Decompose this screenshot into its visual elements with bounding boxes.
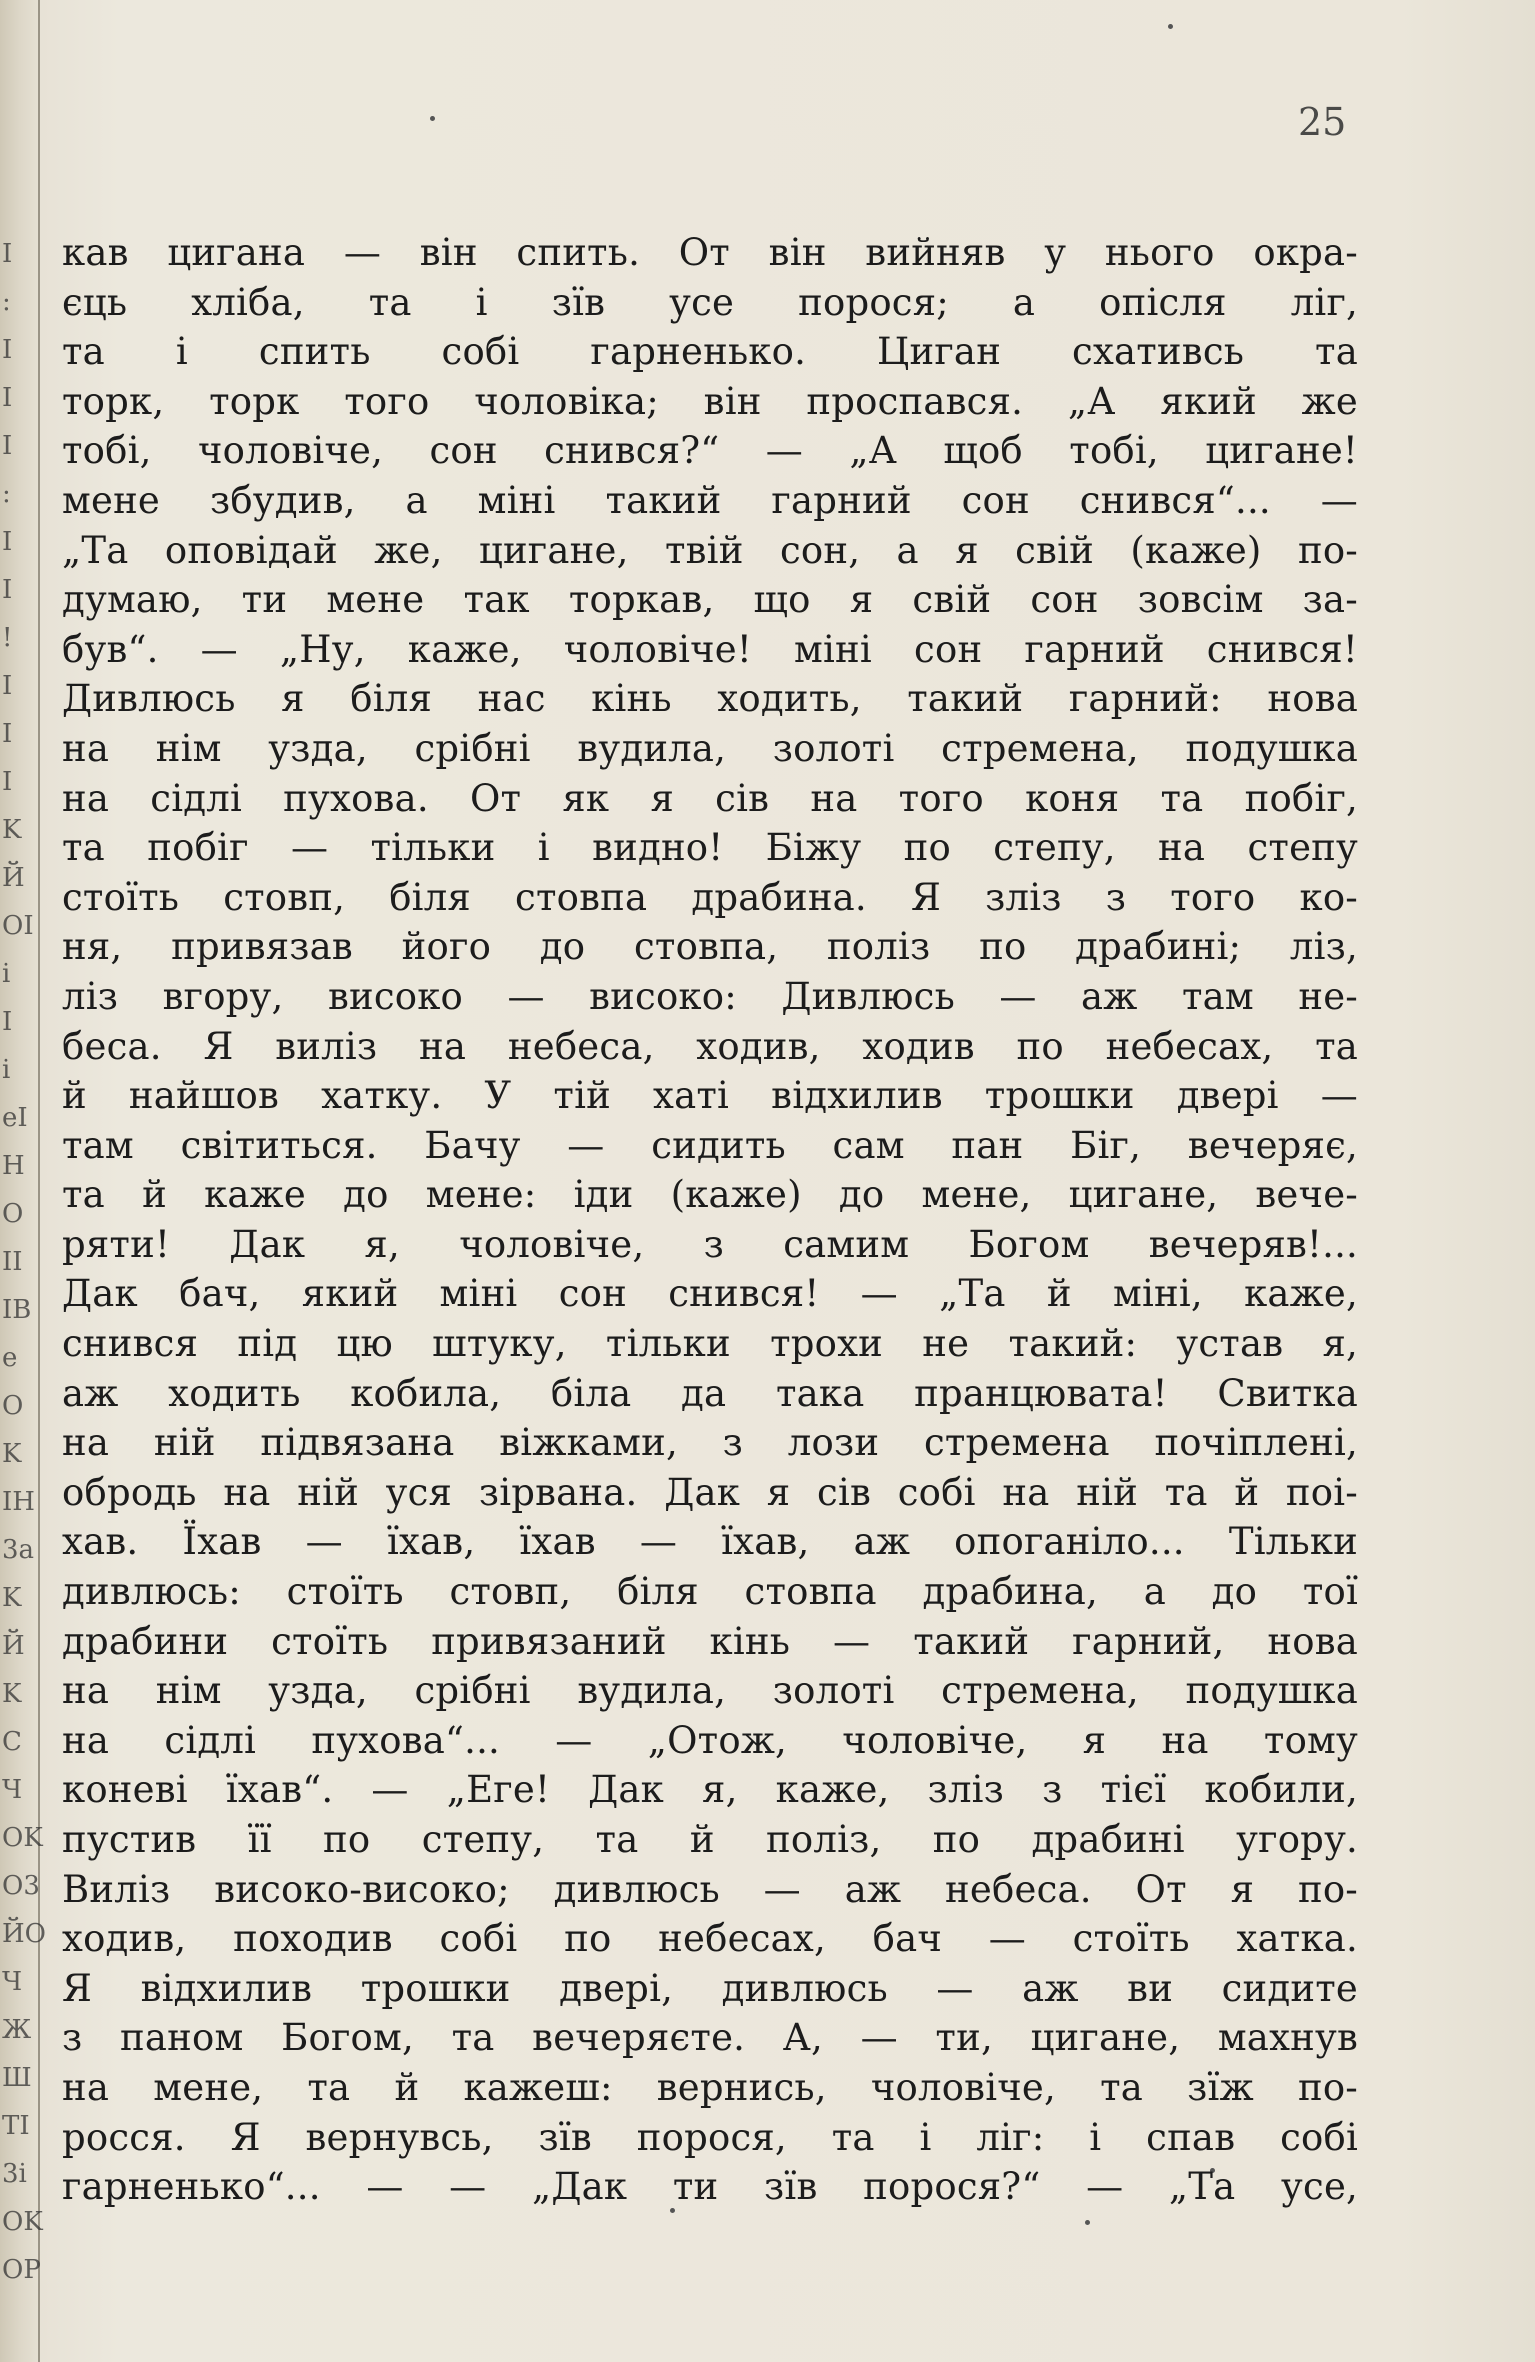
margin-fragment: K [2, 1439, 22, 1469]
margin-fragment: K [2, 815, 22, 845]
margin-fragment: : [2, 479, 11, 509]
margin-fragment: I [2, 575, 13, 605]
print-speck [1085, 2220, 1090, 2225]
margin-fragment: e [2, 1343, 18, 1373]
margin-fragment: C [2, 1727, 22, 1757]
margin-fragment: i [2, 1055, 11, 1085]
text-line: та й каже до мене: іди (каже) до мене, цигане, вече- [62, 1173, 1358, 1217]
text-line: й найшов хатку. У тій хаті відхилив трошки двері — [62, 1074, 1358, 1118]
text-line: „Та оповідай же, цигане, твій сон, а я свій (каже) по- [62, 528, 1358, 572]
margin-fragment: eI [2, 1103, 28, 1133]
book-spine [0, 0, 46, 2362]
margin-fragment: O [2, 1199, 24, 1229]
text-line: та побіг — тільки і видно! Біжу по степу, на степу [62, 826, 1358, 870]
page-number: 25 [1298, 100, 1347, 144]
margin-fragment: : [2, 287, 11, 317]
margin-fragment: Й [2, 1631, 25, 1661]
margin-fragment: IB [2, 1295, 32, 1325]
margin-fragment: IH [2, 1487, 35, 1517]
text-line: там світиться. Бачу — сидить сам пан Біг, вечеряє, [62, 1123, 1358, 1167]
margin-fragment: I [2, 1007, 13, 1037]
text-line: Дивлюсь я біля нас кінь ходить, такий гарний: нова [62, 677, 1358, 721]
text-line: на ній підвязана віжками, з лози стремена почіплені, [62, 1421, 1358, 1465]
text-line: мене збудив, а міні такий гарний сон снився“... — [62, 478, 1358, 522]
text-line: кав цигана — він спить. От він вийняв у нього окра- [62, 231, 1358, 274]
margin-fragment: ! [2, 623, 13, 653]
text-line: коневі їхав“. — „Еге! Дак я, каже, зліз з тієї кобили, [62, 1768, 1358, 1812]
text-line: торк, торк того чоловіка; він проспався. „А який же [62, 379, 1358, 423]
text-line: стоїть стовп, біля стовпа драбина. Я зліз з того ко- [62, 875, 1358, 919]
margin-fragment: I [2, 767, 13, 797]
text-line: обродь на ній уся зірвана. Дак я сів собі на ній та й поі- [62, 1470, 1358, 1514]
body-text [62, 228, 1358, 2212]
margin-fragment: II [2, 1247, 23, 1277]
margin-fragment: I [2, 383, 13, 413]
text-line: ліз вгору, високо — високо: Дивлюсь — аж там не- [62, 974, 1358, 1018]
margin-fragment: i [2, 959, 11, 989]
text-line: з паном Богом, та вечеряєте. А, — ти, цигане, махнув [62, 2016, 1358, 2060]
adjacent-page-fragments [2, 230, 46, 2294]
margin-fragment: I [2, 239, 13, 269]
text-line: драбини стоїть привязаний кінь — такий гарний, нова [62, 1619, 1358, 1663]
text-line: на мене, та й кажеш: вернись, чоловіче, та зїж по- [62, 2065, 1358, 2109]
text-line: на нім узда, срібні вудила, золоті стремена, подушка [62, 726, 1358, 770]
margin-fragment: Ш [2, 2063, 32, 2093]
text-line: Дак бач, який міні сон снився! — „Та й міні, каже, [62, 1272, 1358, 1316]
margin-fragment: TI [2, 2111, 30, 2141]
print-speck [1168, 24, 1173, 29]
margin-fragment: 3a [2, 1535, 35, 1565]
text-line: ряти! Дак я, чоловіче, з самим Богом вечеряв!... [62, 1222, 1358, 1266]
margin-fragment: I [2, 431, 13, 461]
text-line: та і спить собі гарненько. Циган схативсь та [62, 330, 1358, 374]
margin-fragment: 3i [2, 2159, 27, 2189]
text-line: Я відхилив трошки двері, дивлюсь — аж ви сидите [62, 1966, 1358, 2010]
text-line: Виліз високо-високо; дивлюсь — аж небеса. От я по- [62, 1867, 1358, 1911]
margin-fragment: OK [2, 2207, 43, 2237]
margin-fragment: K [2, 1583, 22, 1613]
margin-fragment: OP [2, 2255, 41, 2285]
margin-fragment: O [2, 1391, 24, 1421]
margin-fragment: OK [2, 1823, 43, 1853]
text-line: на сідлі пухова“... — „Отож, чоловіче, я на тому [62, 1718, 1358, 1762]
text-line: єць хліба, та і зїв усе порося; а опісля ліг, [62, 280, 1358, 324]
text-line: тобі, чоловіче, сон снився?“ — „А щоб тобі, цигане! [62, 429, 1358, 473]
text-line: пустив її по степу, та й поліз, по драбині угору. [62, 1818, 1358, 1861]
margin-fragment: Ч [2, 1967, 23, 1997]
text-line: снився під цю штуку, тільки трохи не такий: устав я, [62, 1322, 1358, 1366]
text-line: гарненько“... — — „Дак ти зїв порося?“ — „Та усе, [62, 2165, 1358, 2209]
text-line: на нім узда, срібні вудила, золоті стремена, подушка [62, 1669, 1358, 1713]
margin-fragment: Ж [2, 2015, 32, 2045]
margin-fragment: Й [2, 863, 25, 893]
text-line: аж ходить кобила, біла да така пранцювата! Свитка [62, 1371, 1358, 1415]
margin-fragment: K [2, 1679, 22, 1709]
margin-fragment: I [2, 527, 13, 557]
text-line: дивлюсь: стоїть стовп, біля стовпа драбина, а до тої [62, 1570, 1358, 1614]
text-line: беса. Я виліз на небеса, ходив, ходив по небесах, та [62, 1024, 1358, 1068]
margin-fragment: OI [2, 911, 34, 941]
margin-fragment: I [2, 335, 13, 365]
text-line: був“. — „Ну, каже, чоловіче! міні сон гарний снився! [62, 627, 1358, 671]
text-line: хав. Їхав — їхав, їхав — їхав, аж опоганіло... Тільки [62, 1520, 1358, 1564]
margin-fragment: ЙO [2, 1919, 46, 1949]
text-line: росся. Я вернувсь, зїв порося, та і ліг: і спав собі [62, 2115, 1358, 2159]
text-line: на сідлі пухова. От як я сів на того коня та побіг, [62, 776, 1358, 820]
margin-fragment: I [2, 719, 13, 749]
text-line: ня, привязав його до стовпа, поліз по драбині; ліз, [62, 925, 1358, 969]
text-line: думаю, ти мене так торкав, що я свій сон зовсім за- [62, 578, 1358, 622]
margin-fragment: H [2, 1151, 25, 1181]
text-line: ходив, походив собі по небесах, бач — стоїть хатка. [62, 1917, 1358, 1961]
margin-fragment: I [2, 671, 13, 701]
margin-fragment: Ч [2, 1775, 23, 1805]
print-speck [430, 116, 435, 121]
margin-fragment: O3 [2, 1871, 40, 1901]
